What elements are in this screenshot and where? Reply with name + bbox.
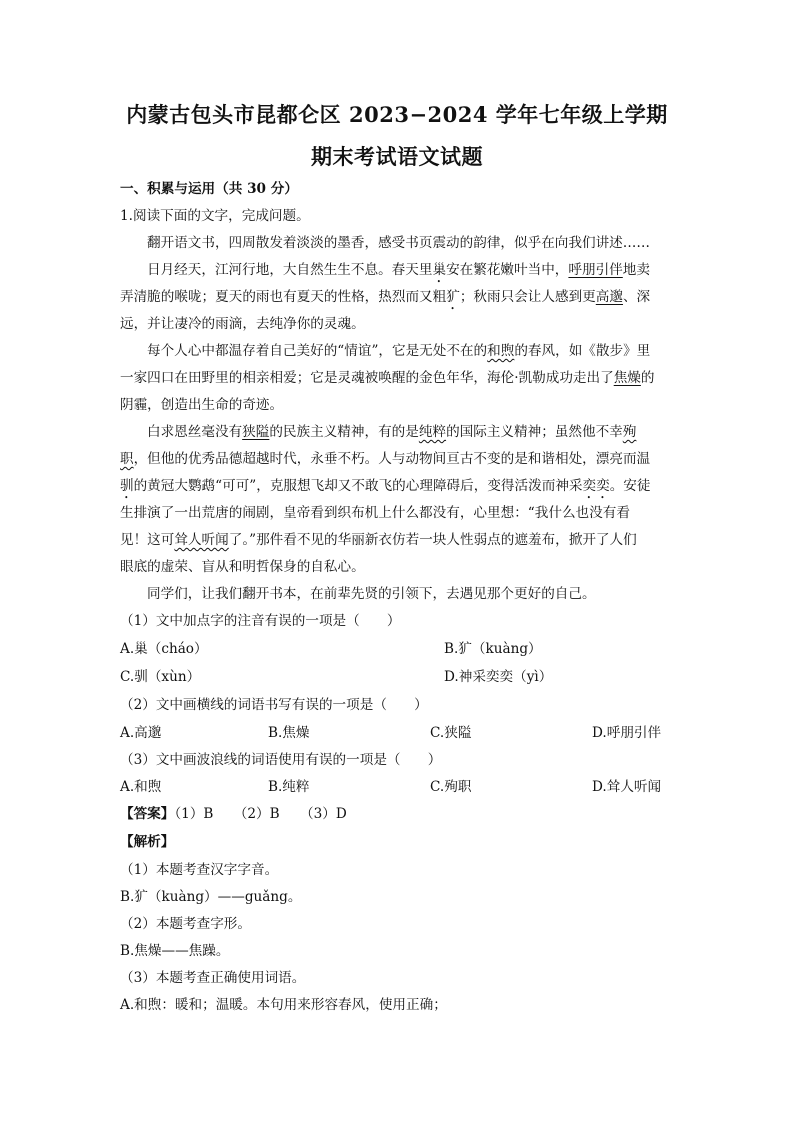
wavy-word: 耸人听闻 — [174, 532, 229, 548]
passage-p2-line3: 远，并让凄冷的雨滴，去纯净你的灵魂。 — [120, 316, 365, 332]
underlined-word: 狭隘 — [242, 424, 270, 440]
question-prompt: 1.阅读下面的文字，完成问题。 — [120, 208, 310, 224]
page-title-line1: 内蒙古包头市昆都仑区 2023−2024 学年七年级上学期 — [126, 102, 668, 127]
answer-line — [120, 805, 347, 823]
subquestion-1-option-c: C.驯（xùn） — [120, 669, 201, 685]
dotted-char: 犷 — [446, 289, 460, 305]
subquestion-3-option-c: C.殉职 — [430, 779, 472, 795]
dotted-char: 巢 — [432, 262, 447, 278]
analysis-line: B.犷（kuàng）——guǎng。 — [120, 889, 302, 905]
subquestion-3-stem: （3）文中画波浪线的词语使用有误的一项是（ ） — [120, 752, 442, 768]
wavy-word: 职 — [120, 451, 134, 467]
subquestion-1-stem: （1）文中加点字的注音有误的一项是（ ） — [120, 613, 401, 629]
wavy-word: 纯粹 — [418, 424, 447, 440]
dotted-char: 奕奕 — [582, 478, 610, 494]
subquestion-3-option-d: D.耸人听闻 — [592, 779, 662, 795]
subquestion-2-option-d: D.呼朋引伴 — [592, 725, 662, 741]
passage-p4-line6: 眼底的虚荣、盲从和明哲保身的自私心。 — [120, 559, 365, 575]
analysis-label: 【解析】 — [120, 834, 175, 850]
passage-p4-line4: 生排演了一出荒唐的闹剧，皇帝看到织布机上什么都没有，心里想：“我什么也没有看 — [120, 505, 630, 521]
passage-p3-line3: 阴霾，创造出生命的奇迹。 — [120, 397, 284, 413]
wavy-word: 殉 — [622, 424, 637, 440]
answer-text: （1）B （2）B （3）D — [174, 806, 347, 822]
underlined-word: 高邈 — [595, 289, 623, 305]
subquestion-2-option-a: A.高邈 — [120, 725, 162, 741]
passage-paragraph-5: 同学们，让我们翻开书本，在前辈先贤的引领下，去遇见那个更好的自己。 — [147, 586, 596, 602]
passage-p3-line1: 每个人心中都温存着自己美好的“情谊”，它是无处不在的和煦的春风，如《散步》里 — [147, 343, 651, 359]
page-title-line2: 期末考试语文试题 — [311, 144, 483, 169]
passage-p2-line1: 日月经天，江河行地，大自然生生不息。春天里巢安在繁花嫩叶当中，呼朋引伴地卖 — [147, 262, 650, 278]
subquestion-1-option-b: B.犷（kuàng） — [444, 641, 542, 657]
analysis-line: （3）本题考查正确使用词语。 — [120, 970, 306, 986]
answer-label: 【答案】 — [120, 806, 175, 822]
analysis-line: A.和煦：暖和；温暖。本句用来形容春风，使用正确； — [120, 997, 447, 1013]
analysis-line: （2）本题考查字形。 — [120, 916, 251, 932]
dotted-char: 驯 — [120, 478, 134, 494]
passage-p3-line2: 一家四口在田野里的相亲相爱；它是灵魂被唤醒的金色年华，海伦·凯勒成功走出了焦燥的 — [120, 370, 655, 386]
underlined-word: 呼朋引伴 — [568, 262, 623, 278]
subquestion-2-option-b: B.焦燥 — [268, 725, 310, 741]
passage-p2-line2: 弄清脆的喉咙；夏天的雨也有夏天的性格，热烈而又粗犷；秋雨只会让人感到更高邈、深 — [120, 289, 651, 305]
subquestion-1-option-d: D.神采奕奕（yì） — [444, 669, 553, 685]
subquestion-2-stem: （2）文中画横线的词语书写有误的一项是（ ） — [120, 697, 428, 713]
subquestion-3-option-b: B.纯粹 — [268, 779, 310, 795]
passage-p4-line1: 白求恩丝毫没有狭隘的民族主义精神，有的是纯粹的国际主义精神；虽然他不幸殉 — [147, 424, 637, 440]
passage-p4-line3: 驯的黄冠大鹦鹉“可可”，克服想飞却又不敢飞的心理障碍后，变得活泼而神采奕奕。安徒 — [120, 478, 651, 494]
section-heading: 一、积累与运用（共 30 分） — [120, 181, 298, 197]
subquestion-3-option-a: A.和煦 — [120, 779, 162, 795]
wavy-word: 和煦 — [487, 343, 515, 359]
underlined-word: 焦燥 — [613, 370, 641, 386]
passage-p4-line2: 职，但他的优秀品德超越时代，永垂不朽。人与动物间亘古不变的是和谐相处，漂亮而温 — [120, 451, 651, 467]
analysis-line: （1）本题考查汉字字音。 — [120, 862, 279, 878]
passage-p4-line5: 见！这可耸人听闻了。”那件看不见的华丽新衣仿若一块人性弱点的遮羞布，掀开了人们 — [120, 532, 637, 548]
analysis-line: B.焦燥——焦躁。 — [120, 943, 230, 959]
subquestion-1-option-a: A.巢（cháo） — [120, 641, 208, 657]
subquestion-2-option-c: C.狭隘 — [430, 725, 472, 741]
passage-paragraph-1: 翻开语文书，四周散发着淡淡的墨香，感受书页震动的韵律，似乎在向我们讲述…… — [147, 235, 650, 251]
